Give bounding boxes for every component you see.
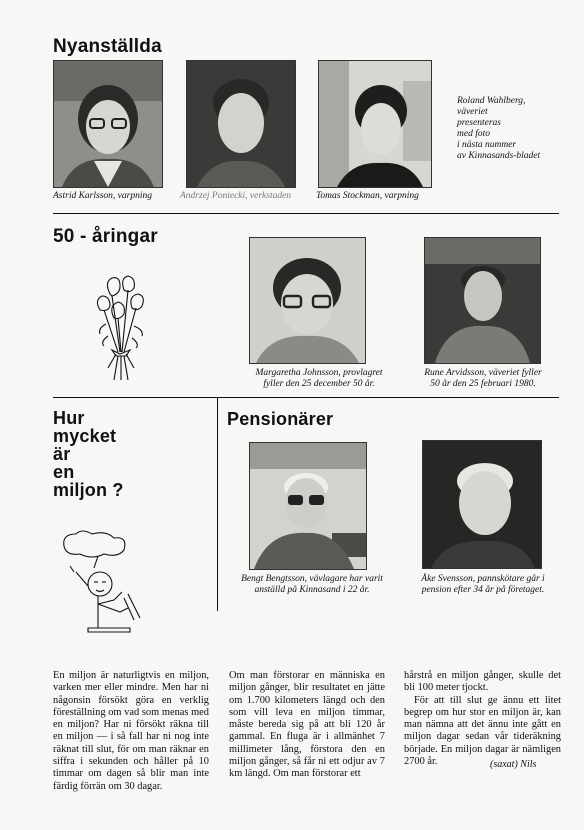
- side-note-roland-wahlberg: Roland Wahlberg, väveriet presenteras med foto i nästa nummer av Kinnasands-bladet: [457, 96, 541, 161]
- photo-andrzej-poniecki: [186, 60, 296, 188]
- divider-middle: [53, 397, 559, 398]
- article-column-2: Om man förstorar en människa en miljon gånger, blir resultatet en jätte om 1.700 kilometers längd och den som vill leva en miljon timmar, måste bereda sig på att bli 120 år gammal. En fluga är i allmänhet 7 millimeter lång, förstora den en miljon gånger, så får ni ett odjur av 7 km längd. Om man förstorar ett: [229, 670, 385, 780]
- section-title-retirees: Pensionärer: [227, 409, 334, 429]
- photo-tomas-stockman: [318, 60, 432, 188]
- section-title-million: Hur mycket är en miljon ?: [53, 408, 124, 500]
- photo-astrid-karlsson: [53, 60, 163, 188]
- counting-man-cartoon-icon: [58, 528, 154, 640]
- article-signature: (saxat) Nils: [490, 759, 537, 770]
- photo-rune-arvidsson: [424, 237, 541, 364]
- caption-rune-arvidsson: Rune Arvidsson, väveriet fyller 50 år den 25 februari 1980.: [424, 368, 542, 389]
- caption-astrid-karlsson: Astrid Karlsson, varpning: [53, 191, 152, 201]
- caption-tomas-stockman: Tomas Stockman, varpning: [316, 191, 419, 201]
- photo-margaretha-johnsson: [249, 237, 366, 364]
- divider-vertical: [217, 397, 218, 611]
- article-column-1: En miljon är naturligtvis en miljon, varken mer eller mindre. Men har ni någonsin försökt göra en verklig föreställning om vad som menas med en miljon? Har ni försökt räkna till en miljon — i så fall har ni nog inte räknat till slut, för om man räknar en siffra i sekunden och håller på 10 timmar om dagen så blir man inte färdig förrän om 30 dagar.: [53, 670, 209, 792]
- caption-margaretha-johnsson: Margaretha Johnsson, provlagret fyller den 25 december 50 år.: [255, 368, 383, 389]
- flower-bouquet-icon: [90, 272, 154, 384]
- photo-ake-svensson: [422, 440, 542, 569]
- caption-andrzej-poniecki: Andrzej Poniecki, verkstaden: [180, 191, 292, 201]
- section-title-new-employees: Nyanställda: [53, 36, 162, 57]
- caption-bengt-bengtsson: Bengt Bengtsson, vävlagare har varit anställd på Kinnasand i 22 år.: [241, 574, 383, 595]
- section-title-fifty: 50 - åringar: [53, 226, 158, 247]
- divider-top: [53, 213, 559, 214]
- photo-bengt-bengtsson: [249, 442, 367, 570]
- article-column-3: hårstrå en miljon gånger, skulle det bli 100 meter tjockt. För att till slut ge ännu ett litet begrep om hur stor en miljon är, kan man nämna att det ännu inte gått en miljon dagar sedan vår tideräkning började. En miljon dagar är nämligen 2700 år.: [404, 670, 561, 768]
- caption-ake-svensson: Åke Svensson, pannskötare går i pension efter 34 år på företaget.: [421, 574, 545, 595]
